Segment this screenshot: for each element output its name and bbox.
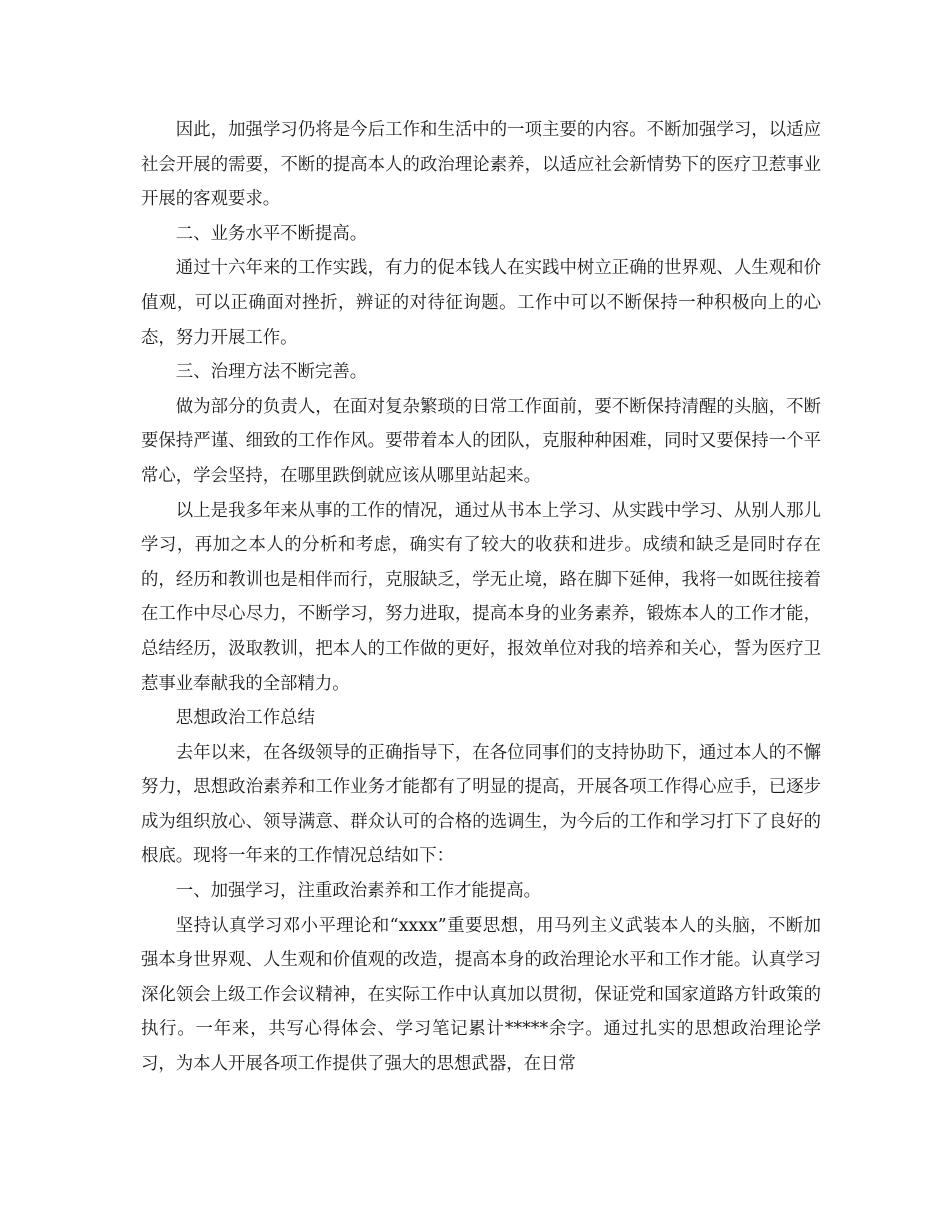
- heading-strengthen-learning: 一、加强学习，注重政治素养和工作才能提高。: [175, 881, 542, 902]
- paragraph-work-practice: 通过十六年来的工作实践，有力的促本钱人在实践中树立正确的世界观、人生观和价值观，可以正确面对挫折，辨证的对待征询题。工作中可以不断保持一种积极向上的心态，努力开展工作。: [141, 258, 821, 348]
- heading-business-level: 二、业务水平不断提高。: [175, 223, 368, 244]
- paragraph-intro-last-year: 去年以来，在各级领导的正确指导下，在各位同事们的支持协助下，通过本人的不懈努力，思想政治素养和工作业务才能都有了明显的提高，开展各项工作得心应手，已逐步成为组织放心、领导满意、群众认可的合格的选调生，为今后的工作和学习打下了良好的根底。现将一年来的工作情况总结如下：: [141, 742, 821, 867]
- paragraph-learning-conclusion: 因此，加强学习仍将是今后工作和生活中的一项主要的内容。不断加强学习，以适应社会开展的需要，不断的提高本人的政治理论素养，以适应社会新情势下的医疗卫惹事业开展的客观要求。: [141, 120, 821, 210]
- paragraph-theory-study: 坚持认真学习邓小平理论和“xxxx”重要思想，用马列主义武装本人的头脑，不断加强本身世界观、人生观和价值观的改造，提高本身的政治理论水平和工作才能。认真学习深化领会上级工作会议精神，在实际工作中认真加以贯彻，保证党和国家道路方针政策的执行。一年来，共写心得体会、学习笔记累计*****余字。通过扎实的思想政治理论学习，为本人开展各项工作提供了强大的思想武器，在日常: [141, 915, 821, 1075]
- paragraph-department-head: 做为部分的负责人，在面对复杂繁琐的日常工作面前，要不断保持清醒的头脑，不断要保持严谨、细致的工作作风。要带着本人的团队，克服种种困难，同时又要保持一个平常心，学会坚持，在哪里跌倒就应该从哪里站起来。: [141, 396, 821, 486]
- paragraph-summary: 以上是我多年来从事的工作的情况，通过从书本上学习、从实践中学习、从别人那儿学习，再加之本人的分析和考虑，确实有了较大的收获和进步。成绩和缺乏是同时存在的，经历和教训也是相伴而行，克服缺乏，学无止境，路在脚下延伸，我将一如既往接着在工作中尽心尽力，不断学习，努力进取，提高本身的业务素养，锻炼本人的工作才能，总结经历，汲取教训，把本人的工作做的更好，报效单位对我的培养和关心，誓为医疗卫惹事业奉献我的全部精力。: [141, 500, 821, 694]
- document-body: [141, 113, 821, 1082]
- section-title-political-work: 思想政治工作总结: [175, 708, 315, 729]
- heading-management-methods: 三、治理方法不断完善。: [175, 362, 368, 383]
